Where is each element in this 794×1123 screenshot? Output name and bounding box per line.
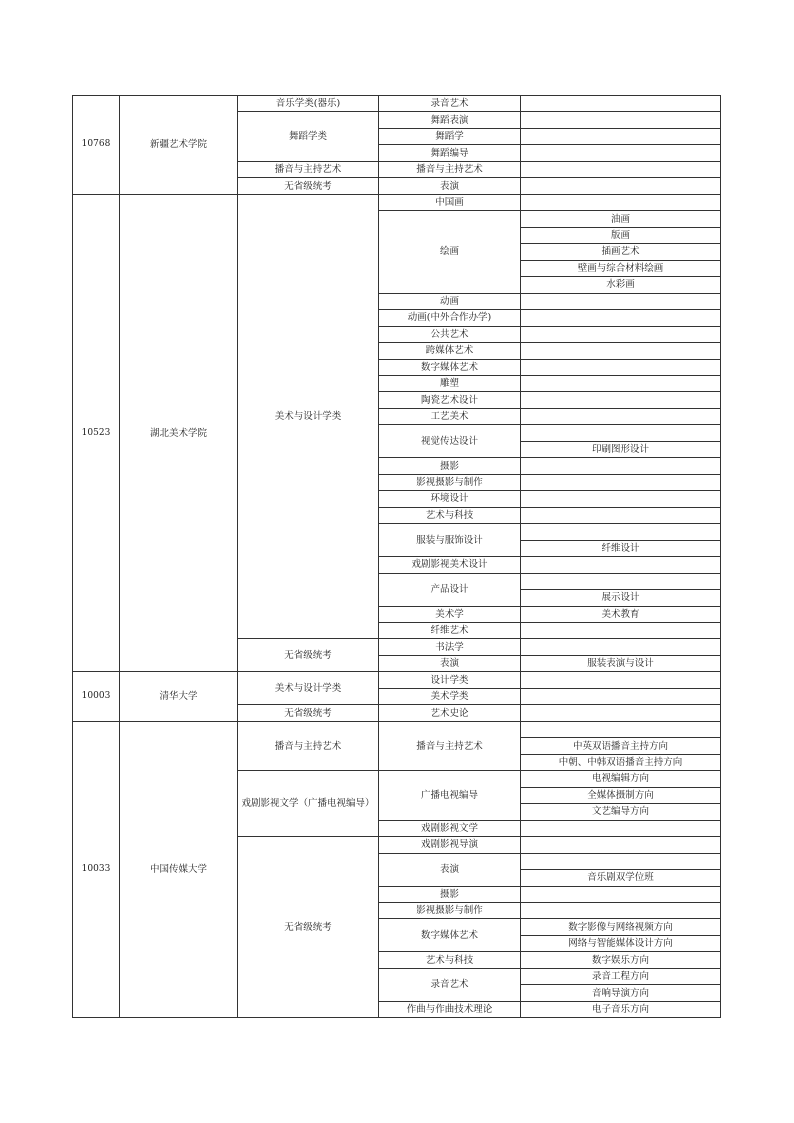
major-cell: 陶瓷艺术设计 — [379, 392, 521, 408]
direction-cell — [521, 688, 721, 704]
major-cell: 跨媒体艺术 — [379, 343, 521, 359]
major-cell: 设计学类 — [379, 672, 521, 688]
direction-cell — [521, 425, 721, 441]
major-cell: 录音艺术 — [379, 968, 521, 1001]
direction-cell — [521, 491, 721, 507]
major-cell: 戏剧影视导演 — [379, 837, 521, 853]
major-cell: 舞蹈编导 — [379, 145, 521, 161]
table-row — [73, 721, 721, 737]
table-row — [73, 194, 721, 210]
category-cell: 无省级统考 — [238, 178, 379, 194]
direction-cell: 电子音乐方向 — [521, 1001, 721, 1017]
direction-cell — [521, 507, 721, 523]
direction-cell — [521, 326, 721, 342]
direction-cell — [521, 672, 721, 688]
major-cell: 环境设计 — [379, 491, 521, 507]
direction-cell — [521, 886, 721, 902]
direction-cell — [521, 359, 721, 375]
direction-cell: 壁画与综合材料绘画 — [521, 260, 721, 276]
major-cell: 服装与服饰设计 — [379, 524, 521, 557]
direction-cell — [521, 458, 721, 474]
direction-cell: 音乐剧双学位班 — [521, 870, 721, 886]
direction-cell: 印刷图形设计 — [521, 441, 721, 457]
direction-cell — [521, 902, 721, 918]
direction-cell — [521, 524, 721, 540]
direction-cell — [521, 96, 721, 112]
category-cell: 美术与设计学类 — [238, 672, 379, 705]
major-cell: 工艺美术 — [379, 408, 521, 424]
major-cell: 表演 — [379, 178, 521, 194]
direction-cell — [521, 408, 721, 424]
major-cell: 雕塑 — [379, 375, 521, 391]
direction-cell — [521, 853, 721, 869]
direction-cell — [521, 128, 721, 144]
major-cell: 影视摄影与制作 — [379, 474, 521, 490]
category-cell: 播音与主持艺术 — [238, 161, 379, 177]
table-body — [73, 96, 721, 1018]
major-cell: 广播电视编导 — [379, 771, 521, 820]
table-row — [73, 672, 721, 688]
major-cell: 戏剧影视文学 — [379, 820, 521, 836]
major-cell: 艺术与科技 — [379, 952, 521, 968]
direction-cell — [521, 194, 721, 210]
direction-cell: 中英双语播音主持方向 — [521, 738, 721, 754]
direction-cell: 全媒体摄制方向 — [521, 787, 721, 803]
direction-cell — [521, 145, 721, 161]
major-cell: 视觉传达设计 — [379, 425, 521, 458]
direction-cell: 网络与智能媒体设计方向 — [521, 935, 721, 951]
school-name-cell: 湖北美术学院 — [120, 194, 238, 672]
category-cell: 音乐学类(器乐) — [238, 96, 379, 112]
school-code-cell: 10003 — [73, 672, 120, 721]
direction-cell — [521, 112, 721, 128]
direction-cell — [521, 573, 721, 589]
school-name-cell: 新疆艺术学院 — [120, 96, 238, 195]
direction-cell — [521, 721, 721, 737]
major-cell: 舞蹈表演 — [379, 112, 521, 128]
category-cell: 无省级统考 — [238, 705, 379, 721]
school-name-cell: 中国传媒大学 — [120, 721, 238, 1017]
direction-cell: 版画 — [521, 227, 721, 243]
category-cell: 戏剧影视文学（广播电视编导） — [238, 771, 379, 837]
major-cell: 数字媒体艺术 — [379, 919, 521, 952]
major-cell: 动画(中外合作办学) — [379, 310, 521, 326]
major-cell: 艺术史论 — [379, 705, 521, 721]
direction-cell — [521, 474, 721, 490]
direction-cell — [521, 557, 721, 573]
major-cell: 数字媒体艺术 — [379, 359, 521, 375]
major-cell: 中国画 — [379, 194, 521, 210]
school-code-cell: 10523 — [73, 194, 120, 672]
major-cell: 公共艺术 — [379, 326, 521, 342]
major-cell: 播音与主持艺术 — [379, 721, 521, 770]
school-name-cell: 清华大学 — [120, 672, 238, 721]
direction-cell — [521, 343, 721, 359]
category-cell: 无省级统考 — [238, 639, 379, 672]
admissions-table — [72, 95, 721, 1018]
direction-cell: 油画 — [521, 211, 721, 227]
direction-cell: 数字娱乐方向 — [521, 952, 721, 968]
direction-cell: 美术教育 — [521, 606, 721, 622]
major-cell: 美术学类 — [379, 688, 521, 704]
major-cell: 产品设计 — [379, 573, 521, 606]
category-cell: 美术与设计学类 — [238, 194, 379, 639]
direction-cell — [521, 375, 721, 391]
direction-cell: 文艺编导方向 — [521, 804, 721, 820]
direction-cell: 插画艺术 — [521, 244, 721, 260]
major-cell: 书法学 — [379, 639, 521, 655]
direction-cell — [521, 293, 721, 309]
category-cell: 无省级统考 — [238, 837, 379, 1018]
school-code-cell: 10768 — [73, 96, 120, 195]
direction-cell — [521, 639, 721, 655]
direction-cell — [521, 178, 721, 194]
major-cell: 纤维艺术 — [379, 623, 521, 639]
direction-cell: 音响导演方向 — [521, 985, 721, 1001]
major-cell: 影视摄影与制作 — [379, 902, 521, 918]
direction-cell: 水彩画 — [521, 277, 721, 293]
direction-cell: 纤维设计 — [521, 540, 721, 556]
direction-cell: 电视编辑方向 — [521, 771, 721, 787]
direction-cell — [521, 705, 721, 721]
major-cell: 艺术与科技 — [379, 507, 521, 523]
major-cell: 录音艺术 — [379, 96, 521, 112]
major-cell: 表演 — [379, 655, 521, 671]
direction-cell — [521, 161, 721, 177]
major-cell: 绘画 — [379, 211, 521, 293]
major-cell: 动画 — [379, 293, 521, 309]
direction-cell: 中朝、中韩双语播音主持方向 — [521, 754, 721, 770]
direction-cell: 录音工程方向 — [521, 968, 721, 984]
direction-cell — [521, 392, 721, 408]
major-cell: 美术学 — [379, 606, 521, 622]
school-code-cell: 10033 — [73, 721, 120, 1017]
major-cell: 摄影 — [379, 458, 521, 474]
major-cell: 舞蹈学 — [379, 128, 521, 144]
major-cell: 表演 — [379, 853, 521, 886]
major-cell: 摄影 — [379, 886, 521, 902]
major-cell: 播音与主持艺术 — [379, 161, 521, 177]
direction-cell: 展示设计 — [521, 590, 721, 606]
table-row — [73, 96, 721, 112]
category-cell: 舞蹈学类 — [238, 112, 379, 161]
direction-cell — [521, 837, 721, 853]
direction-cell — [521, 820, 721, 836]
major-cell: 作曲与作曲技术理论 — [379, 1001, 521, 1017]
direction-cell — [521, 623, 721, 639]
direction-cell — [521, 310, 721, 326]
direction-cell: 服装表演与设计 — [521, 655, 721, 671]
major-cell: 戏剧影视美术设计 — [379, 557, 521, 573]
category-cell: 播音与主持艺术 — [238, 721, 379, 770]
direction-cell: 数字影像与网络视频方向 — [521, 919, 721, 935]
